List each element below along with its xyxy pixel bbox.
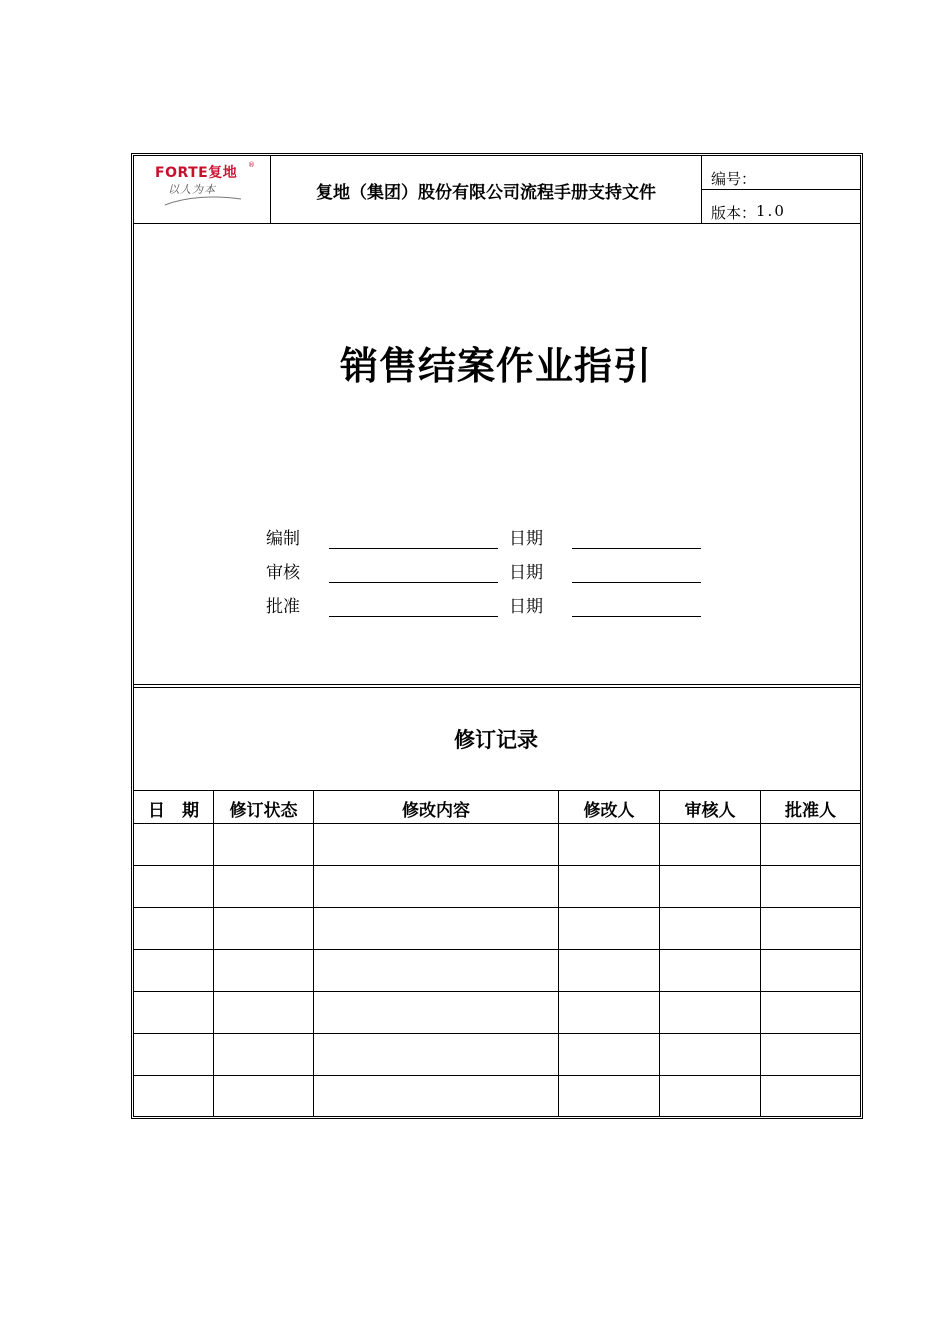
version-value: 1.0 — [756, 202, 786, 220]
header-bottom-rule — [134, 223, 860, 224]
logo-swoosh-icon — [163, 192, 243, 208]
column-header-reviewer: 审核人 — [684, 800, 736, 821]
column-header-modifier: 修改人 — [583, 800, 635, 821]
version-label: 版本： — [711, 204, 757, 222]
doc-version — [711, 202, 786, 223]
signoff-date-label-reviewer: 日期 — [509, 563, 543, 583]
revision-table-top-rule — [134, 790, 860, 791]
reviewer-signature-line[interactable] — [329, 582, 498, 583]
forte-logo — [135, 158, 268, 220]
section-divider-bottom — [134, 687, 860, 688]
revision-column-rule — [558, 790, 559, 1116]
revision-row-rule — [134, 1075, 860, 1076]
reviewer-date-line[interactable] — [572, 582, 701, 583]
approver-signature-line[interactable] — [329, 616, 498, 617]
section-divider-top — [134, 684, 860, 685]
logo-registered-mark: ® — [248, 161, 255, 169]
revision-column-rule — [213, 790, 214, 1116]
column-header-date: 日 期 — [148, 800, 199, 821]
revision-row-rule — [134, 991, 860, 992]
revision-row-rule — [134, 865, 860, 866]
logo-brand-cn: 复地 — [208, 165, 238, 181]
doc-number — [711, 168, 756, 189]
header-meta-divider — [701, 189, 860, 190]
document-title: 销售结案作业指引 — [339, 344, 652, 388]
logo-slogan: 以人为本 — [168, 183, 216, 196]
signoff-role-author: 编制 — [266, 529, 300, 549]
revision-row-rule — [134, 1033, 860, 1034]
author-date-line[interactable] — [572, 548, 701, 549]
column-header-approver: 批准人 — [785, 800, 836, 821]
revision-row-rule — [134, 949, 860, 950]
author-signature-line[interactable] — [329, 548, 498, 549]
signoff-role-reviewer: 审核 — [266, 563, 300, 583]
logo-wordmark — [155, 162, 237, 182]
signoff-date-label-author: 日期 — [509, 529, 543, 549]
doc-number-label: 编号： — [711, 170, 757, 188]
revision-column-rule — [313, 790, 314, 1116]
approver-date-line[interactable] — [572, 616, 701, 617]
revision-column-rule — [659, 790, 660, 1116]
logo-brand-en: FORTE — [155, 165, 209, 181]
document-frame — [131, 153, 863, 1119]
column-header-change-content: 修改内容 — [402, 800, 470, 821]
company-title: 复地（集团）股份有限公司流程手册支持文件 — [316, 182, 656, 203]
revision-row-rule — [134, 907, 860, 908]
revision-column-rule — [760, 790, 761, 1116]
signoff-date-label-approver: 日期 — [509, 597, 543, 617]
signoff-role-approver: 批准 — [266, 597, 300, 617]
header-divider-left — [270, 156, 271, 223]
revision-record-title: 修订记录 — [454, 728, 538, 752]
column-header-revision-status: 修订状态 — [229, 800, 298, 821]
